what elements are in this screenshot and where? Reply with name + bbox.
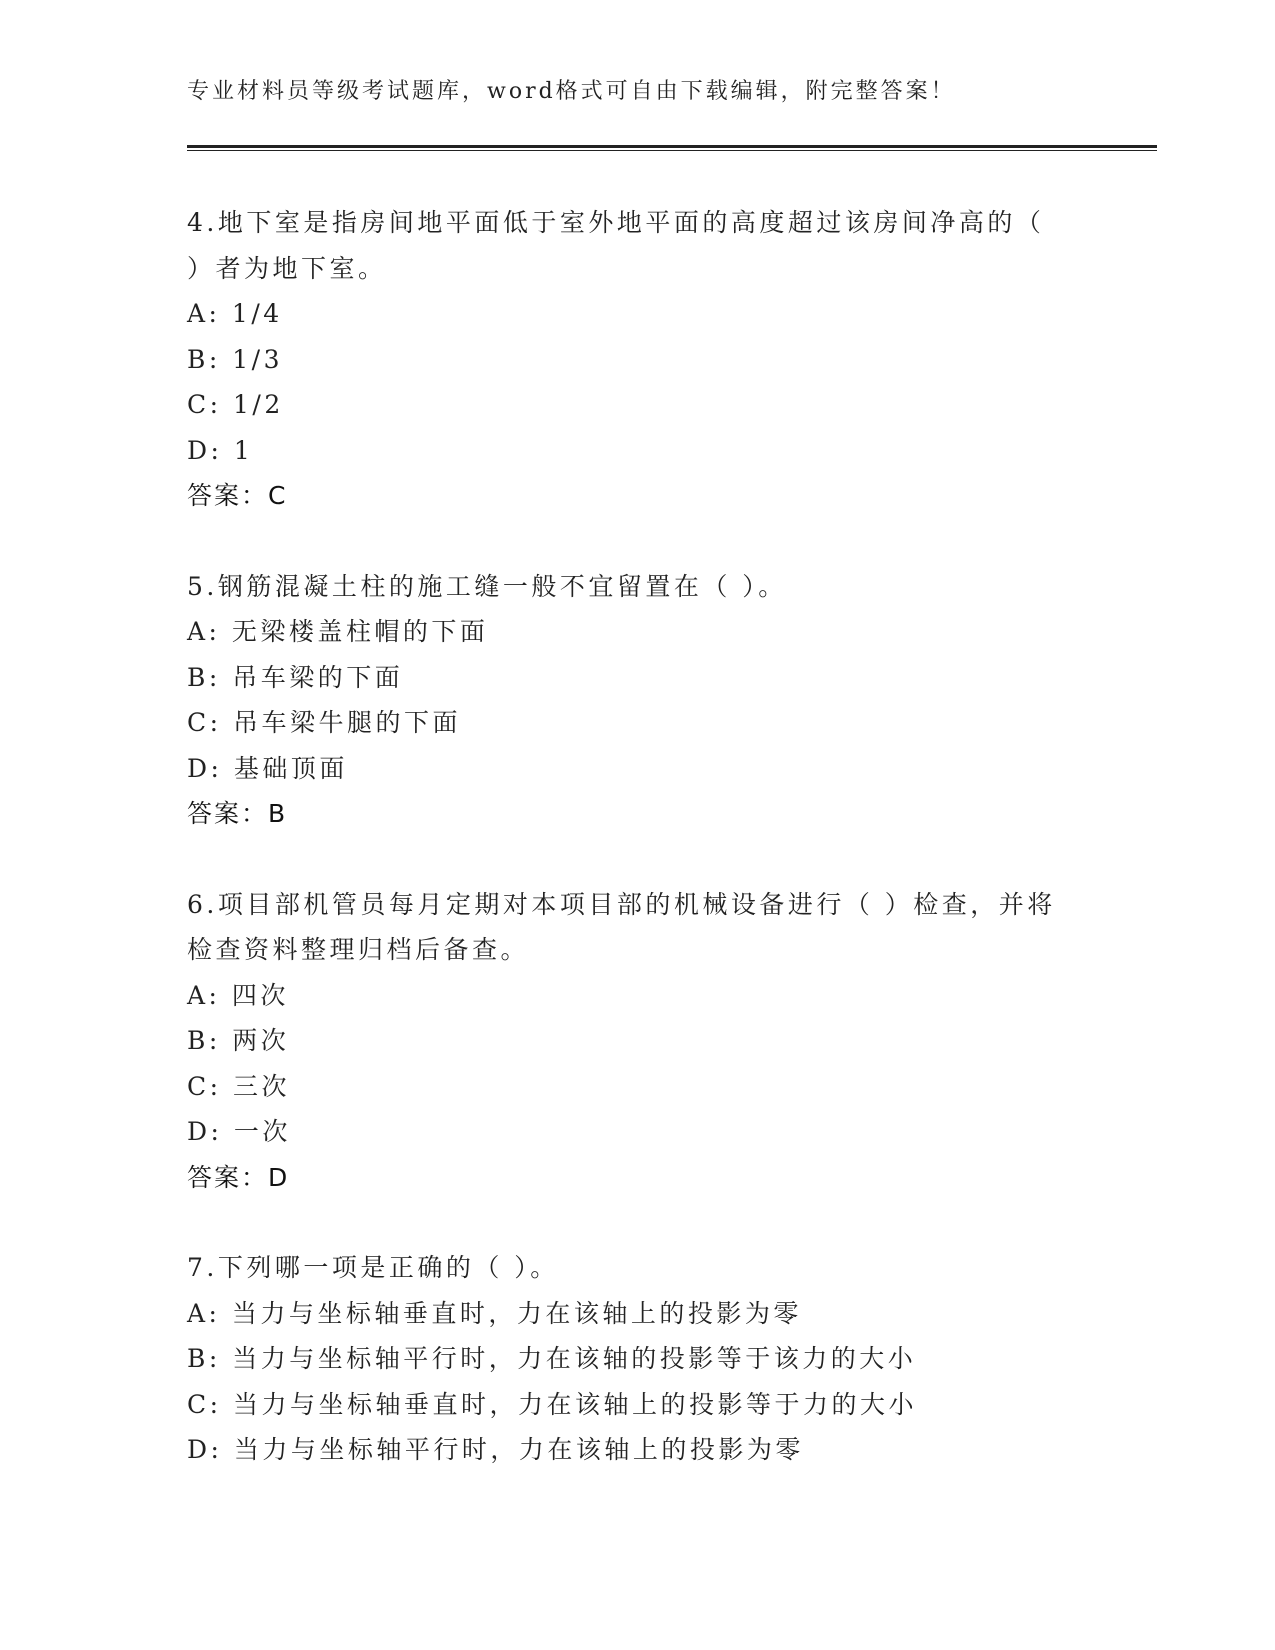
question-stem: 6.项目部机管员每月定期对本项目部的机械设备进行（ ）检查，并将 bbox=[187, 889, 1056, 919]
question-stem: 4.地下室是指房间地平面低于室外地平面的高度超过该房间净高的（ bbox=[187, 208, 1045, 237]
option-b: B: 1/3 bbox=[187, 344, 283, 374]
question-stem: 7.下列哪一项是正确的（ ）。 bbox=[187, 1253, 559, 1282]
option-a: A: 无梁楼盖柱帽的下面 bbox=[187, 617, 489, 646]
answer-label: 答案：B bbox=[187, 799, 288, 828]
option-c: C: 当力与坐标轴垂直时，力在该轴上的投影等于力的大小 bbox=[187, 1389, 918, 1419]
option-d: D: 一次 bbox=[187, 1117, 291, 1146]
option-c: C: 吊车梁牛腿的下面 bbox=[187, 708, 461, 737]
option-b: B: 两次 bbox=[187, 1026, 290, 1055]
option-d: D: 当力与坐标轴平行时，力在该轴上的投影为零 bbox=[187, 1435, 804, 1464]
header-rule-thick bbox=[187, 145, 1157, 148]
option-a: A: 四次 bbox=[187, 980, 289, 1010]
option-d: D: 基础顶面 bbox=[187, 753, 348, 783]
question-5 bbox=[187, 564, 1087, 837]
option-a: A: 1/4 bbox=[187, 299, 283, 328]
question-stem: 检查资料整理归档后备查。 bbox=[187, 935, 530, 964]
question-stem: 5.钢筋混凝土柱的施工缝一般不宜留置在（ ）。 bbox=[187, 571, 787, 601]
header-rule-thin bbox=[187, 150, 1157, 151]
question-6 bbox=[187, 882, 1087, 1201]
option-a: A: 当力与坐标轴垂直时，力在该轴上的投影为零 bbox=[187, 1298, 802, 1328]
question-7 bbox=[187, 1245, 1087, 1473]
page-header: 专业材料员等级考试题库，word格式可自由下载编辑，附完整答案！ bbox=[187, 79, 956, 104]
question-stem: ）者为地下室。 bbox=[187, 253, 387, 283]
option-c: C: 三次 bbox=[187, 1071, 290, 1101]
answer-label: 答案：C bbox=[187, 481, 288, 510]
option-b: B: 吊车梁的下面 bbox=[187, 662, 404, 692]
question-list bbox=[187, 200, 1087, 1518]
question-4 bbox=[187, 200, 1087, 519]
option-c: C: 1/2 bbox=[187, 390, 284, 419]
answer-label: 答案：D bbox=[187, 1162, 290, 1192]
option-d: D: 1 bbox=[187, 435, 254, 465]
option-b: B: 当力与坐标轴平行时，力在该轴的投影等于该力的大小 bbox=[187, 1344, 917, 1373]
